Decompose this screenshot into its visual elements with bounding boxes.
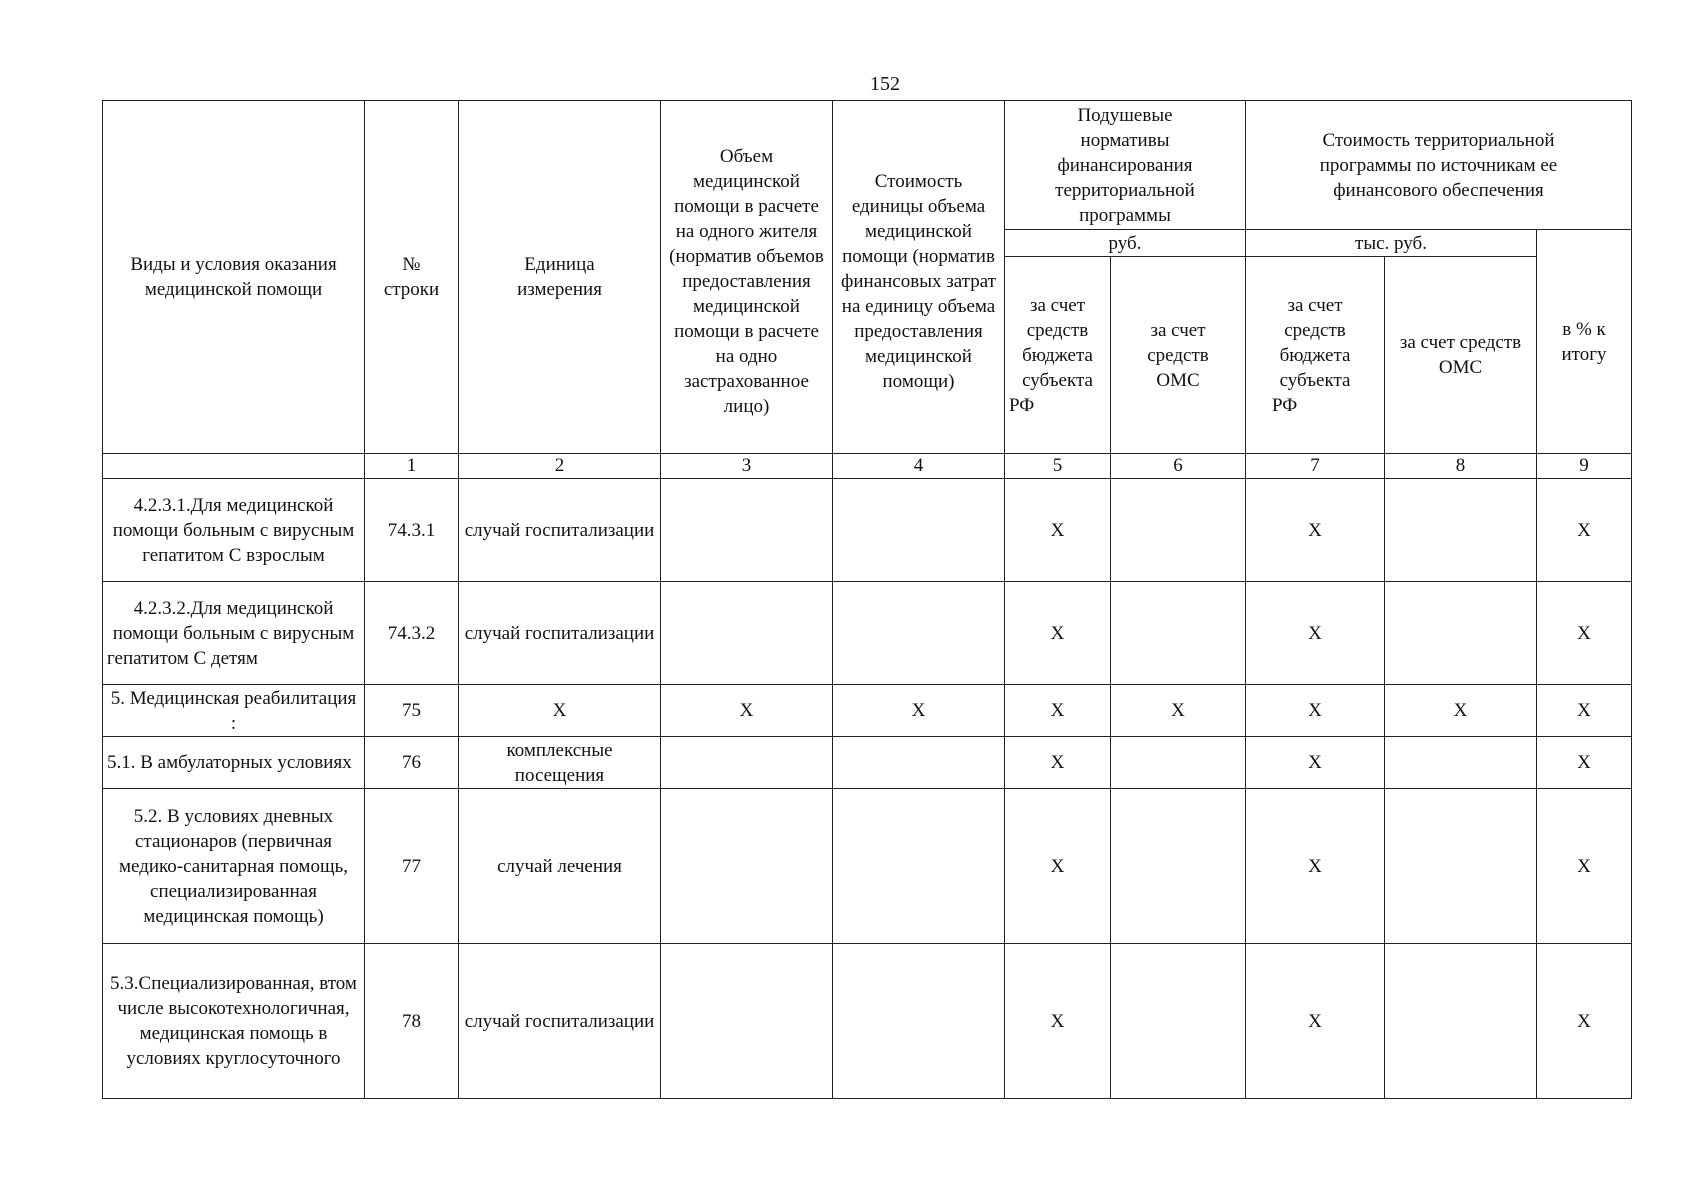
row-unit: X	[459, 685, 661, 737]
cell-cost	[833, 944, 1005, 1099]
column-number: 7	[1246, 454, 1385, 479]
column-number: 1	[365, 454, 459, 479]
cell-cost	[833, 737, 1005, 789]
cell-oms-thousand	[1385, 944, 1537, 1099]
row-no: 78	[365, 944, 459, 1099]
column-number: 9	[1537, 454, 1632, 479]
header-percent-total: в % к итогу	[1537, 230, 1632, 454]
header-unit-rub: руб.	[1005, 230, 1246, 257]
cell-budget-thousand: X	[1246, 479, 1385, 582]
column-number: 8	[1385, 454, 1537, 479]
cell-budget-thousand: X	[1246, 582, 1385, 685]
row-name: 4.2.3.1.Для медицинской помощи больным с вирусным гепатитом С взрослым	[103, 479, 365, 582]
column-number-row	[103, 454, 1632, 479]
cell-percent: X	[1537, 685, 1632, 737]
row-no: 75	[365, 685, 459, 737]
header-oms: за счет средств ОМС	[1111, 257, 1246, 454]
financing-table	[102, 100, 1632, 1099]
cell-budget-rub: X	[1005, 479, 1111, 582]
row-no: 74.3.1	[365, 479, 459, 582]
cell-oms-thousand	[1385, 582, 1537, 685]
column-number: 2	[459, 454, 661, 479]
column-number: 4	[833, 454, 1005, 479]
cell-budget-rub: X	[1005, 685, 1111, 737]
cell-oms-thousand	[1385, 479, 1537, 582]
cell-volume	[661, 582, 833, 685]
cell-oms-rub	[1111, 479, 1246, 582]
column-number	[103, 454, 365, 479]
table-row	[103, 479, 1632, 582]
table-row	[103, 737, 1632, 789]
header-unit: Единица измерения	[459, 101, 661, 454]
cell-budget-rub: X	[1005, 789, 1111, 944]
row-unit: случай госпитализации	[459, 479, 661, 582]
cell-percent: X	[1537, 944, 1632, 1099]
row-no: 77	[365, 789, 459, 944]
cell-oms-rub	[1111, 944, 1246, 1099]
row-no: 74.3.2	[365, 582, 459, 685]
row-name: 5.3.Специализированная, втом числе высокотехнологичная, медицинская помощь в условиях круглосуточного	[103, 944, 365, 1099]
cell-oms-rub	[1111, 737, 1246, 789]
cell-volume: X	[661, 685, 833, 737]
cell-oms-thousand	[1385, 737, 1537, 789]
row-name: 4.2.3.2.Для медицинской помощи больным с вирусным гепатитом С детям	[103, 582, 365, 685]
cell-oms-rub: X	[1111, 685, 1246, 737]
cell-budget-thousand: X	[1246, 737, 1385, 789]
cell-budget-rub: X	[1005, 944, 1111, 1099]
cell-oms-rub	[1111, 582, 1246, 685]
cell-budget-thousand: X	[1246, 789, 1385, 944]
cell-oms-thousand	[1385, 789, 1537, 944]
cell-cost	[833, 789, 1005, 944]
row-unit: случай госпитализации	[459, 582, 661, 685]
cell-cost	[833, 582, 1005, 685]
cell-volume	[661, 479, 833, 582]
cell-cost: X	[833, 685, 1005, 737]
cell-volume	[661, 944, 833, 1099]
table-row	[103, 582, 1632, 685]
header-per-capita: Подушевые нормативы финансирования территориальной программы	[1005, 101, 1246, 230]
cell-budget-thousand: X	[1246, 685, 1385, 737]
header-unit-thousand-rub: тыс. руб.	[1246, 230, 1537, 257]
header-volume: Объем медицинской помощи в расчете на одного жителя (норматив объемов предоставления медицинской помощи в расчете на одно застрахованное лицо)	[661, 101, 833, 454]
row-name: 5.2. В условиях дневных стационаров (первичная медико-санитарная помощь, специализированная медицинская помощь)	[103, 789, 365, 944]
header-row-no: № строки	[365, 101, 459, 454]
page-number: 152	[870, 73, 900, 95]
header-types: Виды и условия оказания медицинской помощи	[103, 101, 365, 454]
cell-percent: X	[1537, 737, 1632, 789]
cell-cost	[833, 479, 1005, 582]
cell-oms-thousand: X	[1385, 685, 1537, 737]
row-unit: комплексные посещения	[459, 737, 661, 789]
row-unit: случай госпитализации	[459, 944, 661, 1099]
header-budget-rf-2: за счет средств бюджета субъекта РФ	[1246, 257, 1385, 454]
table-row	[103, 789, 1632, 944]
table-row	[103, 685, 1632, 737]
cell-budget-thousand: X	[1246, 944, 1385, 1099]
table-row	[103, 944, 1632, 1099]
cell-oms-rub	[1111, 789, 1246, 944]
cell-volume	[661, 789, 833, 944]
header-territorial: Стоимость территориальной программы по источникам ее финансового обеспечения	[1246, 101, 1632, 230]
cell-volume	[661, 737, 833, 789]
column-number: 5	[1005, 454, 1111, 479]
header-cost: Стоимость единицы объема медицинской помощи (норматив финансовых затрат на единицу объема предоставления медицинской помощи)	[833, 101, 1005, 454]
row-unit: случай лечения	[459, 789, 661, 944]
row-no: 76	[365, 737, 459, 789]
row-name: 5.1. В амбулаторных условиях	[103, 737, 365, 789]
cell-percent: X	[1537, 789, 1632, 944]
header-budget-rf: за счет средств бюджета субъекта РФ	[1005, 257, 1111, 454]
cell-budget-rub: X	[1005, 582, 1111, 685]
column-number: 3	[661, 454, 833, 479]
row-name: 5. Медицинская реабилитация :	[103, 685, 365, 737]
cell-budget-rub: X	[1005, 737, 1111, 789]
column-number: 6	[1111, 454, 1246, 479]
cell-percent: X	[1537, 582, 1632, 685]
header-oms-2: за счет средств ОМС	[1385, 257, 1537, 454]
cell-percent: X	[1537, 479, 1632, 582]
